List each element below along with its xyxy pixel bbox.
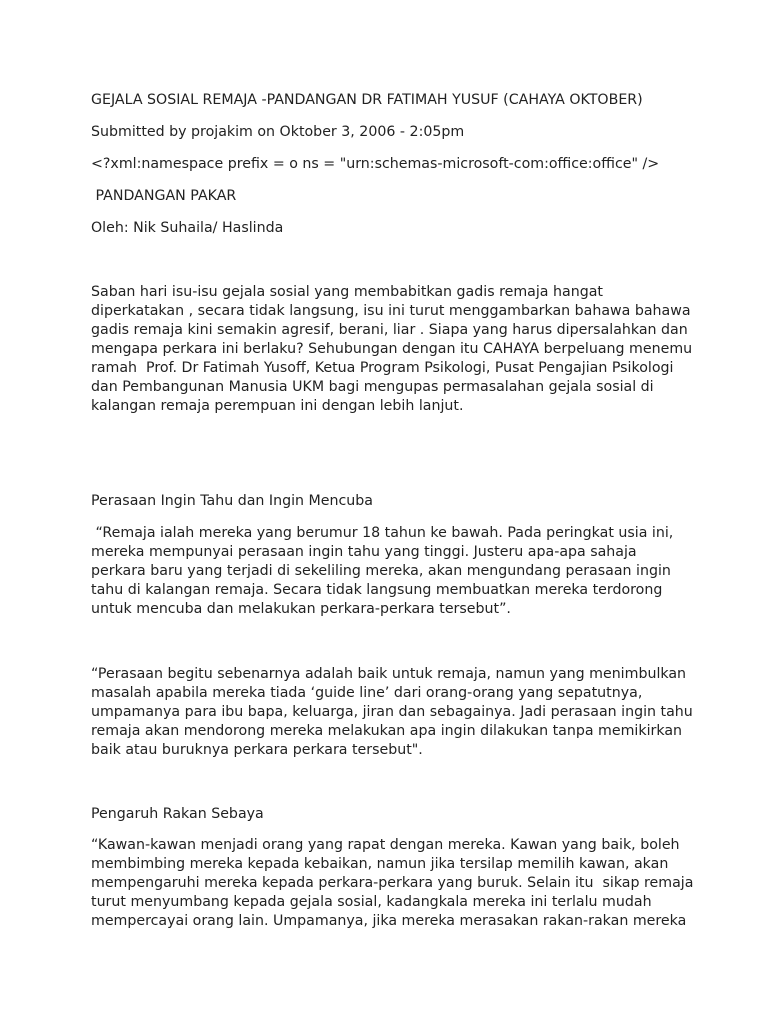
text-line: mereka mempunyai perasaan ingin tahu yang tinggi. Justeru apa-apa sahaja xyxy=(91,544,637,560)
quote-paragraph xyxy=(91,836,693,931)
text-line: turut menyumbang kepada gejala sosial, kadangkala mereka ini terlalu mudah xyxy=(91,894,652,910)
quote-paragraph xyxy=(91,665,693,760)
text-line: “Perasaan begitu sebenarnya adalah baik untuk remaja, namun yang menimbulkan xyxy=(91,666,687,682)
text-line: kalangan remaja perempuan ini dengan lebih lanjut. xyxy=(91,398,464,414)
section-label: PANDANGAN PAKAR xyxy=(91,188,237,204)
document-title: GEJALA SOSIAL REMAJA -PANDANGAN DR FATIMAH YUSUF (CAHAYA OKTOBER) xyxy=(91,92,643,108)
section-heading: Perasaan Ingin Tahu dan Ingin Mencuba xyxy=(91,493,373,509)
text-line: masalah apabila mereka tiada ‘guide line’ dari orang-orang yang sepatutnya, xyxy=(91,685,643,701)
text-line: dan Pembangunan Manusia UKM bagi mengupas permasalahan gejala sosial di xyxy=(91,379,654,395)
submitted-info: Submitted by projakim on Oktober 3, 2006 - 2:05pm xyxy=(91,124,465,140)
text-line: Saban hari isu-isu gejala sosial yang membabitkan gadis remaja hangat xyxy=(91,284,603,300)
text-line: mempercayai orang lain. Umpamanya, jika mereka merasakan rakan-rakan mereka xyxy=(91,913,687,929)
text-line: diperkatakan , secara tidak langsung, isu ini turut menggambarkan bahawa bahawa xyxy=(91,303,691,319)
intro-paragraph xyxy=(91,283,692,416)
text-line: baik atau buruknya perkara perkara tersebut". xyxy=(91,742,423,758)
text-line: ramah Prof. Dr Fatimah Yusoff, Ketua Program Psikologi, Pusat Pengajian Psikologi xyxy=(91,360,674,376)
xml-namespace-line: <?xml:namespace prefix = o ns = "urn:schemas-microsoft-com:office:office" /> xyxy=(91,156,660,172)
text-line: mempengaruhi mereka kepada perkara-perkara yang buruk. Selain itu sikap remaja xyxy=(91,875,694,891)
text-line: untuk mencuba dan melakukan perkara-perkara tersebut”. xyxy=(91,601,511,617)
text-line: perkara baru yang terjadi di sekeliling mereka, akan mengundang perasaan ingin xyxy=(91,563,671,579)
text-line: mengapa perkara ini berlaku? Sehubungan dengan itu CAHAYA berpeluang menemu xyxy=(91,341,693,357)
text-line: umpamanya para ibu bapa, keluarga, jiran dan sebagainya. Jadi perasaan ingin tahu xyxy=(91,704,693,720)
text-line: tahu di kalangan remaja. Secara tidak langsung membuatkan mereka terdorong xyxy=(91,582,663,598)
text-line: membimbing mereka kepada kebaikan, namun jika tersilap memilih kawan, akan xyxy=(91,856,669,872)
quote-paragraph xyxy=(91,524,673,619)
section-heading: Pengaruh Rakan Sebaya xyxy=(91,806,264,822)
document-page xyxy=(91,0,694,1024)
byline: Oleh: Nik Suhaila/ Haslinda xyxy=(91,220,284,236)
text-line: “Remaja ialah mereka yang berumur 18 tahun ke bawah. Pada peringkat usia ini, xyxy=(91,525,674,541)
text-line: “Kawan-kawan menjadi orang yang rapat dengan mereka. Kawan yang baik, boleh xyxy=(91,837,680,853)
text-line: gadis remaja kini semakin agresif, berani, liar . Siapa yang harus dipersalahkan dan xyxy=(91,322,688,338)
text-line: remaja akan mendorong mereka melakukan apa ingin dilakukan tanpa memikirkan xyxy=(91,723,683,739)
